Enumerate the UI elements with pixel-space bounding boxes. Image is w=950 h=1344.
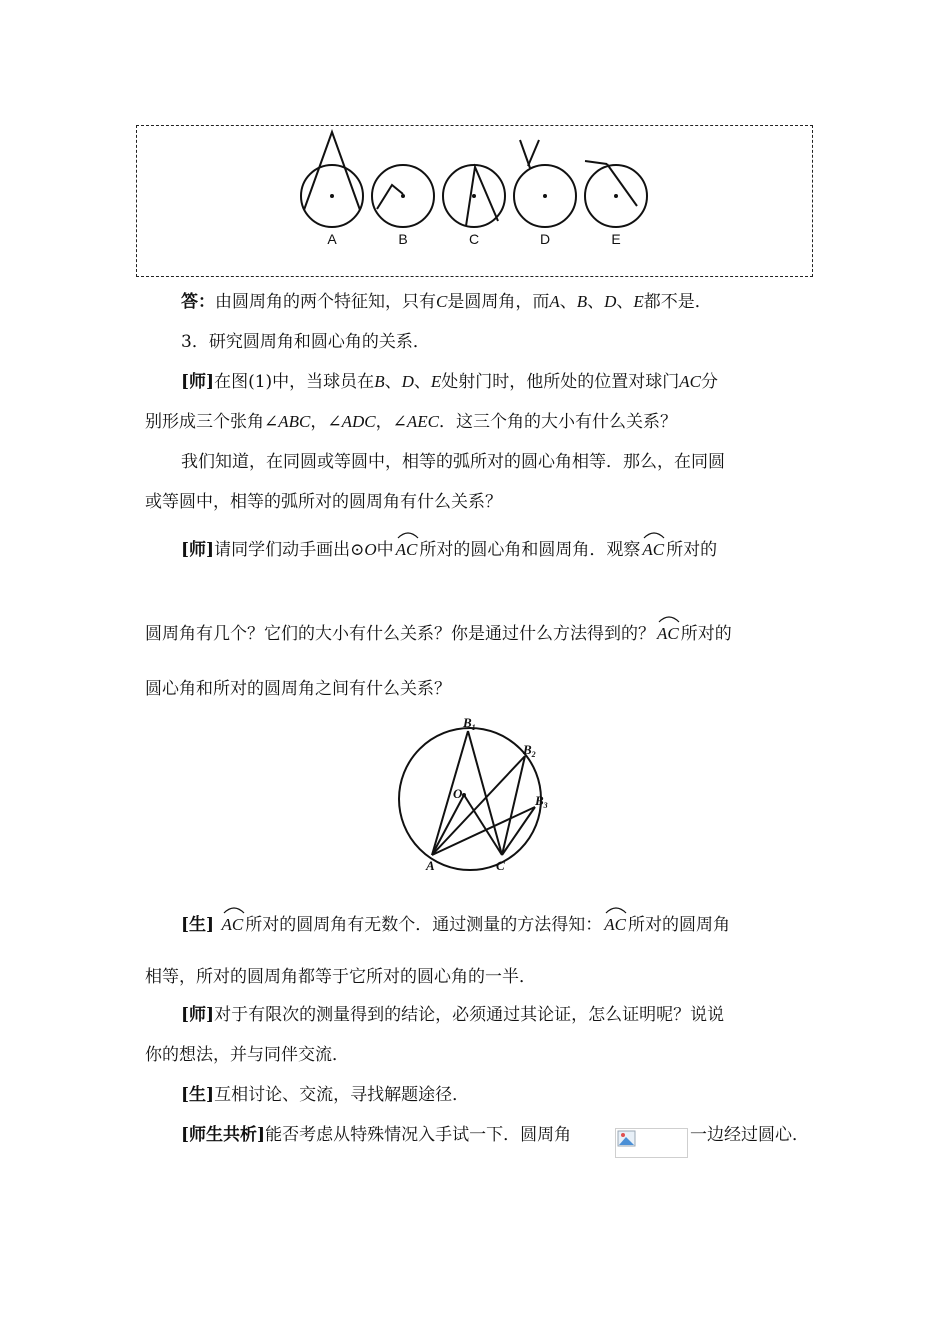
arc-ac: AC: [604, 905, 626, 937]
label-a: A: [426, 858, 435, 873]
label-c: C: [496, 858, 505, 873]
p4-line2: 相等，所对的圆周角都等于它所对的圆心角的一半．: [145, 967, 536, 987]
label-o: O: [453, 786, 463, 801]
arc-ac: AC: [222, 905, 244, 937]
p7-line1: [师生共析]能否考虑从特殊情况入手试一下．圆周角: [181, 1125, 572, 1145]
p3-line1: [师]请同学们动手画出⊙O中 AC 所对的圆心角和圆周角．观察 AC 所对的: [181, 530, 717, 562]
figure-label-a: A: [327, 231, 337, 247]
answer-line: 答：由圆周角的两个特征知，只有C是圆周角，而A、B、D、E都不是．: [181, 292, 712, 312]
item-3: 3．研究圆周角和圆心角的关系．: [181, 332, 430, 352]
p5-line2: 你的想法，并与同伴交流．: [145, 1045, 349, 1065]
p3-line3: 圆心角和所对的圆周角之间有什么关系？: [145, 679, 451, 699]
inscribed-angle-figure: [395, 712, 560, 877]
figure-label-b: B: [398, 231, 408, 247]
label-b1: $B_1$: [463, 715, 476, 732]
arc-ac: AC: [396, 530, 418, 562]
label-b2: $B_2$: [523, 742, 536, 759]
circles-figure: [290, 128, 660, 253]
figure-label-c: C: [468, 231, 480, 247]
broken-image-placeholder: [615, 1128, 688, 1158]
broken-image-icon: [617, 1130, 637, 1148]
p3-line2: 圆周角有几个？它们的大小有什么关系？你是通过什么方法得到的？ AC 所对的: [145, 614, 732, 646]
figure-label-d: D: [539, 231, 551, 247]
p2-line2: 或等圆中，相等的弧所对的圆周角有什么关系？: [145, 492, 502, 512]
label-b3: $B_3$: [535, 793, 548, 810]
p6-line1: [生]互相讨论、交流，寻找解题途径．: [181, 1085, 470, 1105]
p5-line1: [师]对于有限次的测量得到的结论，必须通过其论证，怎么证明呢？说说: [181, 1005, 725, 1025]
p1-line2: 别形成三个张角∠ABC，∠ADC，∠AEC．这三个角的大小有什么关系？: [145, 412, 677, 432]
p7-line1-end: 一边经过圆心．: [690, 1125, 809, 1145]
arc-ac: AC: [642, 530, 664, 562]
figure-label-e: E: [611, 231, 621, 247]
arc-ac: AC: [657, 614, 679, 646]
p4-line1: [生] AC 所对的圆周角有无数个．通过测量的方法得知： AC 所对的圆周角: [181, 905, 730, 937]
p2-line1: 我们知道，在同圆或等圆中，相等的弧所对的圆心角相等．那么，在同圆: [181, 452, 725, 472]
p1-line1: [师]在图(1)中，当球员在B、D、E处射门时，他所处的位置对球门AC分: [181, 372, 718, 392]
